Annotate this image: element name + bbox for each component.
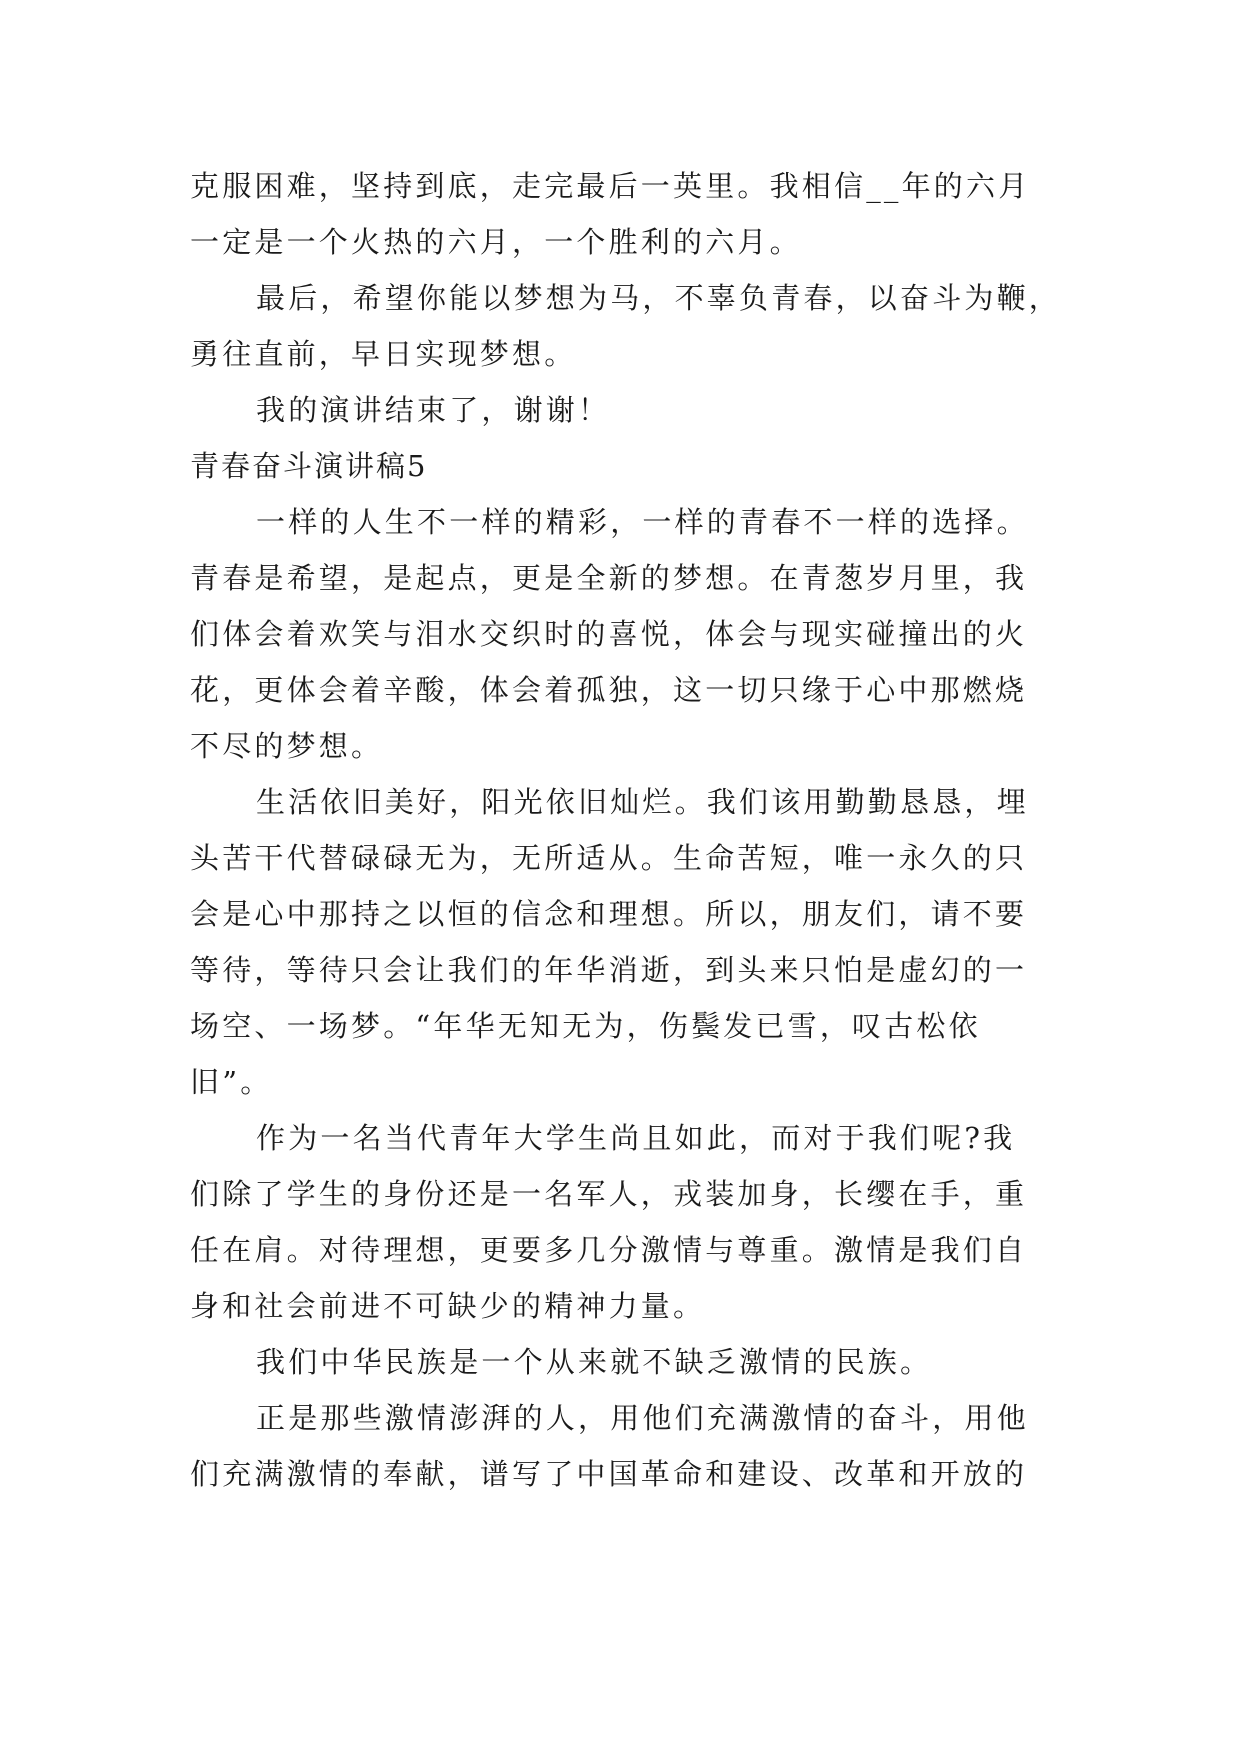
text-line: 们体会着欢笑与泪水交织时的喜悦，体会与现实碰撞出的火: [190, 617, 1028, 651]
paragraph-8: [190, 1390, 1050, 1502]
text-line: 们充满激情的奉献，谱写了中国革命和建设、改革和开放的: [190, 1457, 1028, 1491]
text-line: 花，更体会着辛酸，体会着孤独，这一切只缘于心中那燃烧: [190, 673, 1028, 707]
text-line: 勇往直前，早日实现梦想。: [190, 337, 577, 371]
text-line: 最后，希望你能以梦想为马，不辜负青春，以奋斗为鞭，: [256, 281, 1062, 315]
text-line: 等待，等待只会让我们的年华消逝，到头来只怕是虚幻的一: [190, 953, 1028, 987]
text-line: 一定是一个火热的六月，一个胜利的六月。: [190, 225, 802, 259]
text-line: 我的演讲结束了，谢谢！: [256, 393, 611, 427]
section-heading: 青春奋斗演讲稿5: [190, 449, 428, 483]
text-line: 正是那些激情澎湃的人，用他们充满激情的奋斗，用他: [256, 1401, 1029, 1435]
text-line: 一样的人生不一样的精彩，一样的青春不一样的选择。: [256, 505, 1029, 539]
text-line: 作为一名当代青年大学生尚且如此，而对于我们呢?我: [256, 1121, 1016, 1155]
text-line: 会是心中那持之以恒的信念和理想。所以，朋友们，请不要: [190, 897, 1028, 931]
text-line: 任在肩。对待理想，更要多几分激情与尊重。激情是我们自: [190, 1233, 1028, 1267]
text-line: 青春是希望，是起点，更是全新的梦想。在青葱岁月里，我: [190, 561, 1028, 595]
paragraph-3: [190, 382, 1050, 438]
text-line: 头苦干代替碌碌无为，无所适从。生命苦短，唯一永久的只: [190, 841, 1028, 875]
text-line: 克服困难，坚持到底，走完最后一英里。我相信__年的六月: [190, 169, 1031, 203]
text-line: 旧”。: [190, 1065, 273, 1099]
paragraph-2: [190, 270, 1062, 382]
paragraph-7: [190, 1334, 1050, 1390]
text-line: 我们中华民族是一个从来就不缺乏激情的民族。: [256, 1345, 933, 1379]
paragraph-5: [190, 774, 1050, 1110]
text-line: 身和社会前进不可缺少的精神力量。: [190, 1289, 706, 1323]
paragraph-1: [190, 158, 1050, 270]
document-body: [190, 158, 1062, 1502]
text-line: 们除了学生的身份还是一名军人，戎装加身，长缨在手，重: [190, 1177, 1028, 1211]
text-line: 不尽的梦想。: [190, 729, 384, 763]
paragraph-6: [190, 1110, 1050, 1334]
paragraph-4: [190, 494, 1050, 774]
text-line: 生活依旧美好，阳光依旧灿烂。我们该用勤勤恳恳，埋: [256, 785, 1029, 819]
text-line: 场空、一场梦。“年华无知无为，伤鬓发已雪，叹古松依: [190, 1009, 981, 1043]
